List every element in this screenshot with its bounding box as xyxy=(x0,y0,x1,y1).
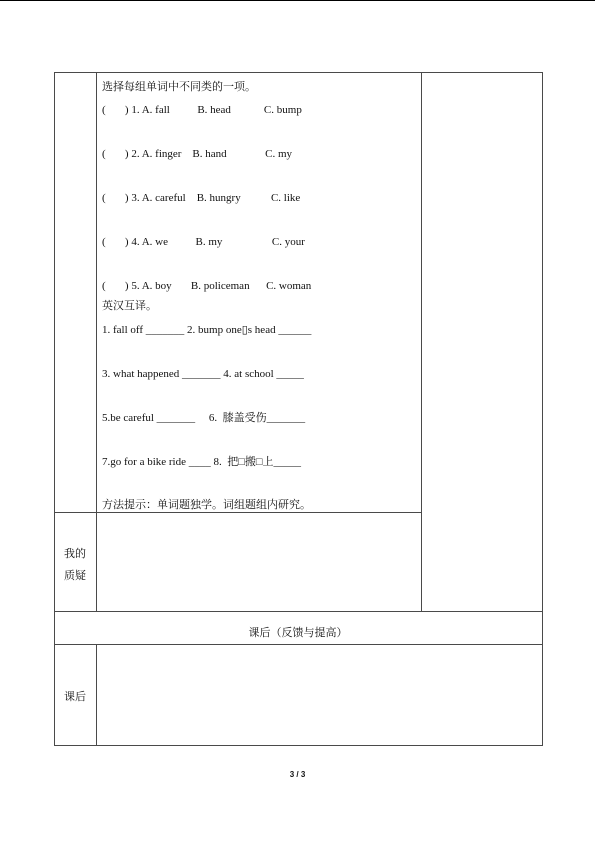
question-5: ( ) 5. A. boy B. policeman C. woman xyxy=(102,280,312,292)
left-column-divider xyxy=(96,72,97,611)
question-3: ( ) 3. A. careful B. hungry C. like xyxy=(102,192,301,204)
question-4: ( ) 4. A. we B. my C. your xyxy=(102,236,305,248)
right-column-divider xyxy=(421,72,422,611)
translate-row-1: 1. fall off _______ 2. bump one▯s head ______ xyxy=(102,324,312,336)
row-divider-1 xyxy=(54,512,421,513)
my-questions-line-1: 我的 xyxy=(64,547,86,560)
after-class-divider xyxy=(96,644,97,746)
row-divider-2 xyxy=(54,611,543,612)
top-rule xyxy=(0,0,595,1)
translate-row-3: 5.be careful _______ 6. 膝盖受伤_______ xyxy=(102,412,306,424)
page-number: 3 / 3 xyxy=(289,770,306,779)
question-2: ( ) 2. A. finger B. hand C. my xyxy=(102,148,293,160)
method-tip: 方法提示：单词题独学。词组题组内研究。 xyxy=(102,498,311,511)
after-class-label: 课后 xyxy=(64,690,86,703)
after-class-header: 课后（反馈与提高） xyxy=(248,626,348,639)
my-questions-line-2: 质疑 xyxy=(64,569,86,582)
my-questions-label xyxy=(54,543,96,587)
translate-instruction: 英汉互译。 xyxy=(102,299,157,312)
translate-row-2: 3. what happened _______ 4. at school _____ xyxy=(102,368,304,380)
question-1: ( ) 1. A. fall B. head C. bump xyxy=(102,104,302,116)
row-divider-3 xyxy=(54,644,543,645)
translate-row-4: 7.go for a bike ride ____ 8. 把□搬□上_____ xyxy=(102,456,302,468)
choose-instruction: 选择每组单词中不同类的一项。 xyxy=(102,80,256,93)
